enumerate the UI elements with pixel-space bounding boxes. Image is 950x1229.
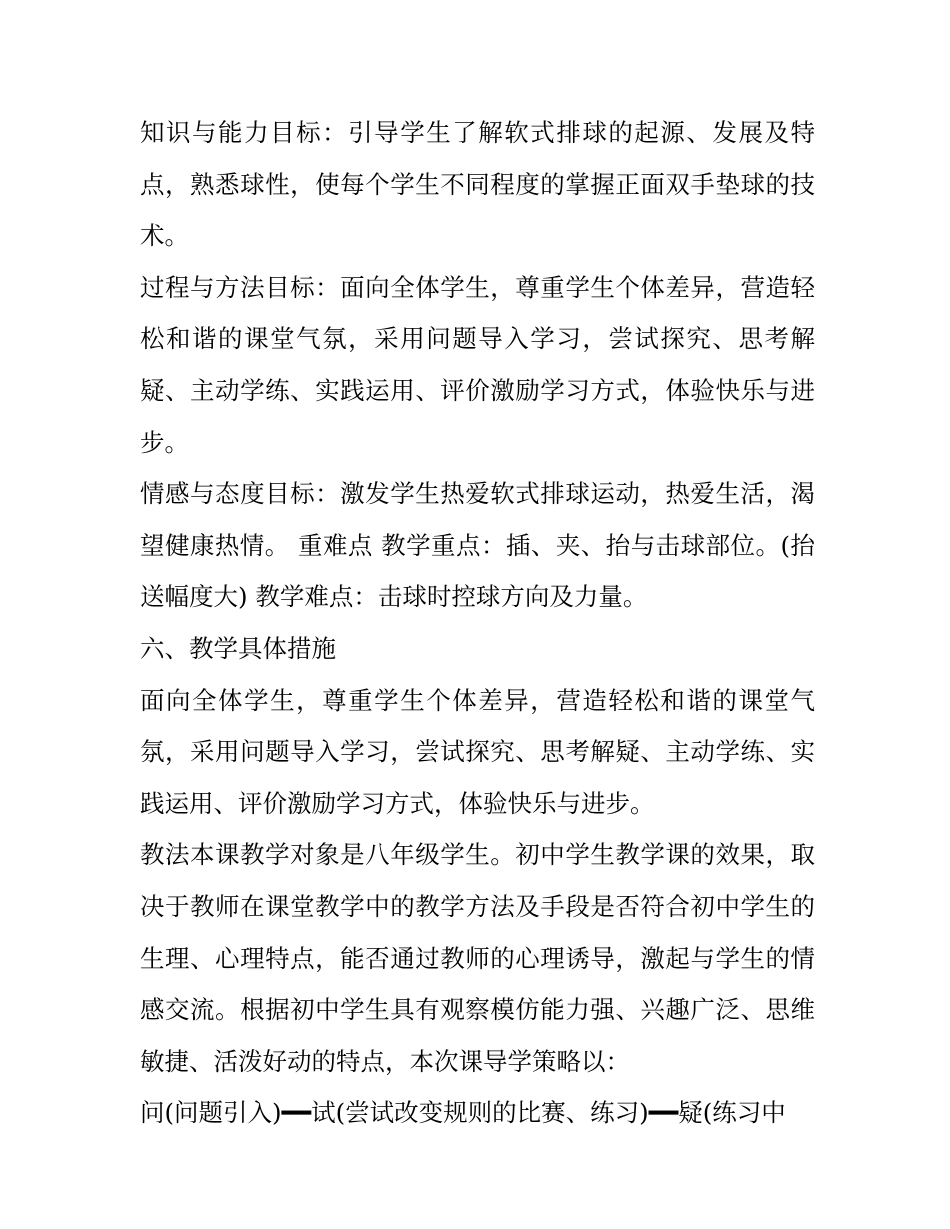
section-heading-measures: 六、教学具体措施 [140, 633, 336, 663]
paragraph-emotion-goal: 情感与态度目标：激发学生热爱软式排球运动，热爱生活，渴望健康热情。 重难点 教学重点：插、夹、抬与击球部位。(抬送幅度大) 教学难点：击球时控球方向及力量。 [140, 479, 815, 612]
document-body [140, 107, 815, 1139]
paragraph-measures: 面向全体学生，尊重学生个体差异，营造轻松和谐的课堂气氛，采用问题导入学习，尝试探究、思考解疑、主动学练、实践运用、评价激励学习方式，体验快乐与进步。 [140, 685, 815, 818]
paragraph-process-goal: 过程与方法目标：面向全体学生，尊重学生个体差异，营造轻松和谐的课堂气氛，采用问题导入学习，尝试探究、思考解疑、主动学练、实践运用、评价激励学习方式，体验快乐与进步。 [140, 272, 815, 457]
paragraph-teaching-method: 教法本课教学对象是八年级学生。初中学生教学课的效果，取决于教师在课堂教学中的教学方法及手段是否符合初中学生的生理、心理特点，能否通过教师的心理诱导，激起与学生的情感交流。根据初中学生具有观察模仿能力强、兴趣广泛、思维敏捷、活泼好动的特点，本次课导学策略以： [140, 840, 815, 1076]
paragraph-strategy: 问(问题引入)━━试(尝试改变规则的比赛、练习)━━疑(练习中 [140, 1098, 786, 1128]
paragraph-knowledge-goal: 知识与能力目标：引导学生了解软式排球的起源、发展及特点，熟悉球性，使每个学生不同程度的掌握正面双手垫球的技术。 [140, 118, 815, 251]
